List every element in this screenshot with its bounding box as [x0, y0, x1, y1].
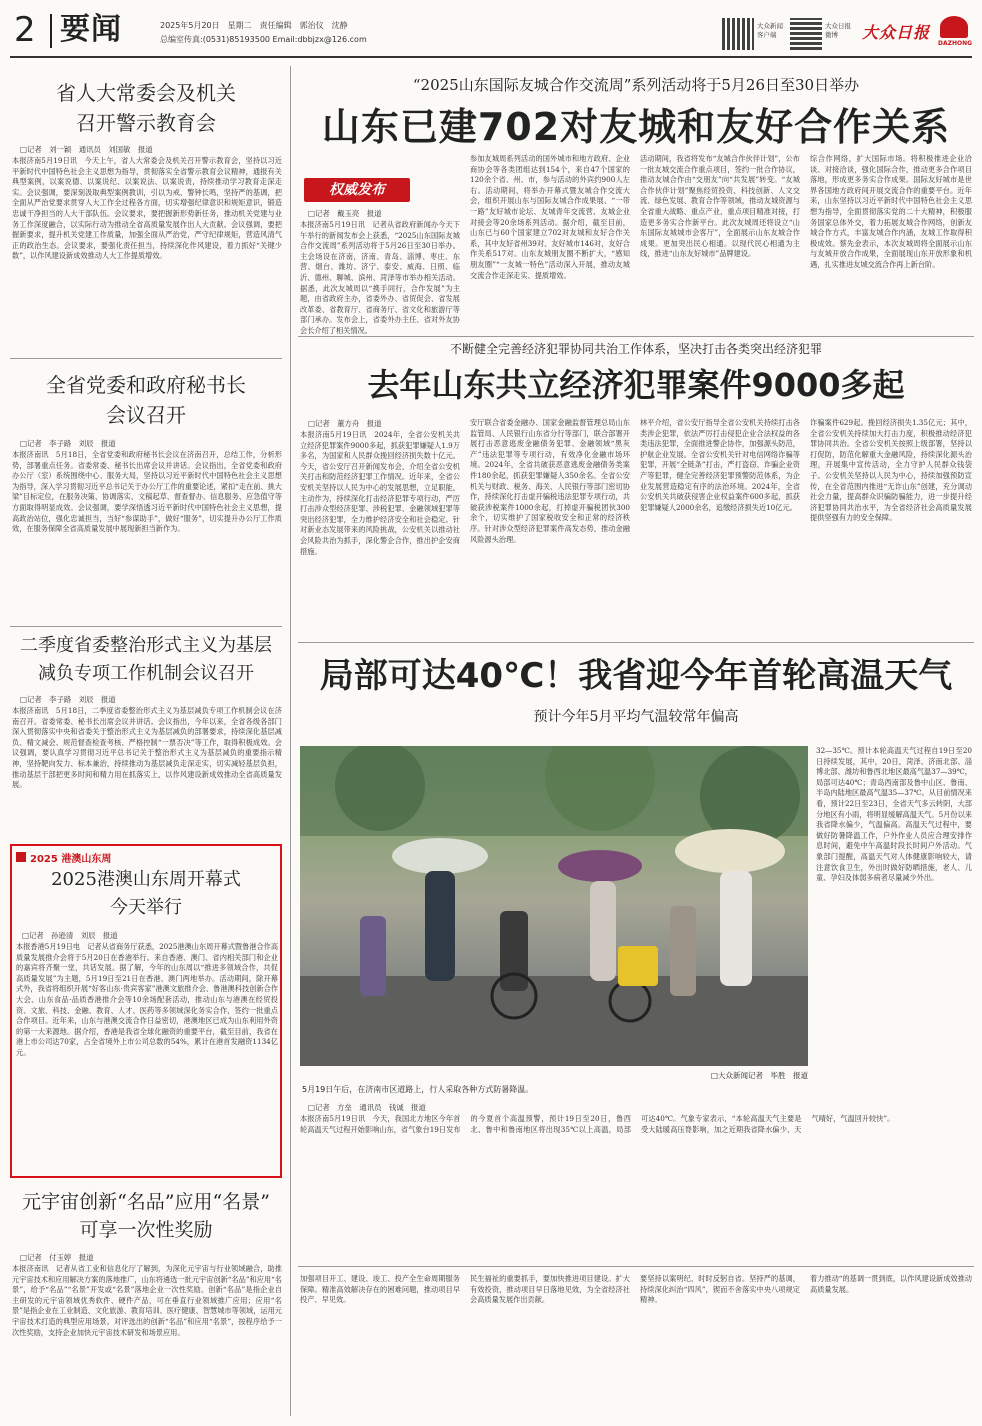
page-number: 2	[14, 10, 36, 50]
qr-code-weibo[interactable]	[790, 18, 822, 50]
article-title-line1: 全省党委和政府秘书长	[46, 373, 246, 397]
heat-headline: 局部可达40℃！我省迎今年首轮高温天气	[319, 656, 953, 696]
article-npc-warning-education	[10, 64, 282, 356]
divider	[298, 336, 974, 337]
qr-code-app-label: 大众新闻客户端	[757, 22, 783, 39]
photo-credit: □大众新闻记者 毕胜 报道	[710, 1071, 808, 1080]
lead-col-2: 参加友城周系列活动的国外城市和地方政府、企业商协会等各类团组达到154个，来自47个国家的120余个省、州、市，参与活动的外宾约900人左右。活动期间，将举办开幕式暨友城合作交流大会，组织开展山东与国际友城合作成果展、“一带一路”友好城市论坛、友城青年交流营、友城企业对接会等20余场系列活动。据介绍，截至目前，山东已与60个国家建立702对友城和友好合作关系，其中友好省州39对、友好城市146对，友好合作关系517对。山东友城朋友圈不断扩大，“感知朋友圈”“一友城一特色”活动深入开展，推动友城交流合作走深走实、提质增效。	[470, 154, 630, 280]
heat-right-col: 32—35℃。预计本轮高温天气过程自19日至20日持续发展，其中，20日，菏泽、济南北部、淄博北部、潍坊和鲁西北地区最高气温37—39℃，局部可达40℃；青岛西南部及鲁中山区、鲁南、半岛内陆地区最高气温35—37℃。从目前情况来看，预计22日至23日，全省天气多云转阴，大部分地区有小雨，将明显缓解高温天气。5月份以来我省降水偏少，气温偏高。高温天气过程中，要做好防暑降温工作，户外作业人员应合理安排作息时间，避免中午高温时段长时间户外活动。气象部门提醒，高温天气对人体健康影响较大，请注意饮食卫生，外出时做好防晒措施，老人、儿童、孕妇及体弱多病者尽量减少外出。	[816, 746, 972, 883]
article-title-line1: 二季度省委整治形式主义为基层	[20, 635, 272, 656]
article-body: 本报香港5月19日电 记者从省商务厅获悉，2025港澳山东周开幕式暨鲁港合作高质量发展推介会将于5月20日在香港举行。来自香港、澳门、省内相关部门和企业的嘉宾将齐聚一堂，共话发展。据了解，今年的山东周以“推进多领域合作，共促高质量发展”为主题，5月19日至21日在香港、澳门两地举办。活动期间，除开幕式外，我省将组织开展“好客山东·贵宾客家”港澳文旅推介会、鲁港澳科技创新合作大会、山东食品·品质香港推介会等10余场配套活动，推动山东与港澳在经贸投资、文旅、科技、金融、教育、人才、医药等多领域深化务实合作，签约一批重点合作项目。近年来，山东与港澳交流合作日益密切，港澳地区已成为山东利用外资的第一大来源地。据介绍，香港是我省全球化融资的重要平台，截至目前，我省在港上市公司达70家，占全省境外上市公司总数的54%，累计在港首发融资1134亿元。	[16, 942, 278, 1057]
divider	[10, 358, 282, 359]
lead-article-sister-cities	[298, 62, 974, 334]
article-byline: □记者 李子路 刘辰 报道	[20, 439, 116, 448]
article-title-line2: 减负专项工作机制会议召开	[38, 663, 254, 684]
kicker-badge-icon	[16, 852, 26, 862]
crime-col-1: 本报济南5月19日讯 2024年，全省公安机关共立经济犯罪案件9000多起，抓获犯罪嫌疑人1.9万多名，为国家和人民群众挽回经济损失数十亿元。今天，省公安厅召开新闻发布会，介绍全省公安机关打击和防范经济犯罪工作情况。近年来，全省公安机关坚持以人民为中心的发展思想，立足职能，主动作为，持续深化打击经济犯罪专项行动，严厉打击涉众型经济犯罪、涉税犯罪、金融领域犯罪等突出经济犯罪，全力维护经济安全和社会稳定。针对新业态发展带来的风险挑战，公安机关以推动社会风险共治为抓手，深化警企合作，推出护企安商措施。	[300, 430, 460, 556]
article-byline: □记者 付玉婷 报道	[20, 1253, 94, 1262]
heat-bottom-text: 本报济南5月19日讯 今天，我国北方地区今年首轮高温天气过程开始影响山东，省气象台19日发布的今夏首个高温预警，预计19日至20日，鲁西北、鲁中和鲁南地区将出现35℃以上高温，局部可达40℃。气象专家表示，“本轮高温天气主要是受大陆暖高压脊影响，加之近期我省降水偏少、天气晴好，气温回升较快”。	[300, 1114, 895, 1134]
masthead	[0, 0, 982, 56]
authoritative-release-badge: 权威发布	[304, 178, 410, 202]
masthead-divider	[50, 14, 52, 48]
photo-caption: 5月19日午后，在济南市区道路上，行人采取各种方式防暑降温。	[302, 1085, 534, 1094]
article-economic-crime	[298, 338, 974, 638]
lead-byline: □记者 戴玉亮 报道	[308, 209, 382, 218]
heat-byline: □记者 方垒 通讯员 钱诚 报道	[308, 1103, 426, 1112]
article-title-line2: 召开警示教育会	[76, 111, 216, 135]
continued-col-4: 着力推动“的基调一贯到底，以作风建设新成效推动高质量发展。	[810, 1274, 972, 1294]
lead-col-4: 综合作网络，扩大国际市场。将积极推进企业洽谈、对接洽谈，强化国际合作，推动更多合作项目落地，形成更多务实合作成果。国际友好城市是世界各国地方政府间开展交流合作的重要平台。近年来，山东坚持以习近平新时代中国特色社会主义思想为指导，全面贯彻落实党的二十大精神，积极服务国家总体外交，着力拓展友城合作网络，创新友城合作方式，丰富友城合作内涵，友城工作取得积极成效。蔡先金表示，本次友城周将全面展示山东与友城开放合作成果，全面展现山东开放形象和机遇，扎实推进友城交流合作再上新台阶。	[810, 154, 972, 269]
street-scene-illustration	[300, 746, 808, 1066]
article-body: 本报济南讯 5月18日，二季度省委整治形式主义为基层减负专项工作机制会议在济南召开。省委常委、秘书长出席会议并讲话。会议指出，今年以来，全省各级各部门深入贯彻落实中央和省委关于整治形式主义为基层减负的部署要求，持续深化基层减负、精文减会、规范督查检查考核、严格控制“一票否决”等工作，取得积极成效。会议强调，要认真学习贯彻习近平总书记关于整治形式主义为基层减负的重要指示精神，坚持靶向发力、标本兼治，持续推动为基层减负走深走实，切实减轻基层负担，推动基层干部把更多时间和精力用在抓落实上，以作风建设新成效推动全省高质量发展。	[12, 706, 282, 790]
masthead-rule	[10, 56, 972, 58]
article-secretary-general-meeting	[10, 362, 282, 624]
lead-kicker: “2025山东国际友城合作交流周”系列活动将于5月26日至30日举办	[412, 76, 860, 94]
lead-headline: 山东已建702对友城和友好合作关系	[321, 105, 951, 149]
newspaper-logo: 大众日报	[862, 23, 931, 42]
crime-col-4: 诈骗案件629起。挽回经济损失1.35亿元；其中，全省公安机关持续加大打击力度，积极推动经济犯罪协同共治。全省公安机关按照上级部署，坚持以打促防，防范化解重大金融风险，持续深化源头治理，开展集中宣传活动，全力守护人民群众钱袋子。公安机关坚持以人民为中心，持续加强预防宣传，在全省范围内推进“无诈山东”创建，充分调动社会力量，提高群众识骗防骗能力，进一步提升经济犯罪协同共治水平，为全省经济社会高质量发展提供坚强有力的安全保障。	[810, 418, 972, 523]
article-title-line2: 可享一次性奖励	[79, 1219, 213, 1241]
continued-col-2: 民生福祉的重要抓手，要加快推进项目建设。扩大有效投资，推动项目早日落地见效，为全省经济社会高质量发展作出贡献。	[470, 1274, 630, 1305]
continued-col-3: 要坚持以案明纪、时时反躬自省。坚持严的基调，持续深化纠治“四风”，锲而不舍落实中央八项规定精神。	[640, 1274, 800, 1305]
crime-col-3: 林平介绍，省公安厅指导全省公安机关持续打击各类涉企犯罪，依法严厉打击侵犯企业合法权益的各类违法犯罪，全面推进警企协作，加强源头防范，护航企业发展。全省公安机关针对电信网络诈骗等犯罪，开展“全链条”打击，严打盗窃、诈骗企业资产等犯罪，健全完善经济犯罪预警防范体系，为企业发展营造稳定有序的法治环境。2024年，全省公安机关共破获侵害企业权益案件600多起，抓获犯罪嫌疑人2000余名，追缴经济损失近10亿元。	[640, 418, 800, 512]
continued-col-1: 加强项目开工、建设、竣工、投产全生命周期服务保障。精准高效解决存在的困难问题，推动项目早投产、早见效。	[300, 1274, 460, 1305]
article-body: 本报济南5月19日讯 今天上午，省人大常委会及机关召开警示教育会，坚持以习近平新时代中国特色社会主义思想为指导，贯彻落实全省警示教育会议精神，通报有关典型案例，以案说德、以案说纪、以案说法、以案说责，持续推动学习教育走深走实。会议强调，要深刻汲取典型案例教训，引以为戒、警钟长鸣，坚持严的基调，把全面从严治党要求贯穿人大工作全过程各方面，切实增强纪律意识和规矩意识，锻造忠诚干净担当的人大干部队伍。会议要求，要把握新形势新任务，推动机关党建与业务工作深度融合，以实际行动为推动全省高质量发展作出人大贡献。会议强调，要把握新要求，提升机关党建工作质量，加强全面从严治党，严守纪律规矩，营造风清气正的政治生态。会议要求，要强化责任担当，持续深化作风建设，着力抓好“关键少数”，以作风建设新成效推动人大工作提质增效。	[12, 156, 282, 261]
qr-code-weibo-label: 大众日报微博	[825, 22, 851, 39]
section-kicker: 2025 港澳山东周	[30, 854, 112, 865]
logo-emblem-icon	[940, 16, 968, 38]
article-byline: □记者 刘一颖 通讯员 刘国敏 报道	[20, 145, 153, 154]
lead-col-1: 本报济南5月19日讯 记者从省政府新闻办今天下午举行的新闻发布会上获悉，“2025山东国际友城合作交流周”系列活动将于5月26日至30日举办。主会场设在济南，济南、青岛、淄博、枣庄、东营、烟台、潍坊、济宁、泰安、威海、日照、临沂、德州、聊城、滨州、菏泽等市举办相关活动。据悉，此次友城周以“携手同行，合作发展”为主题，由省政府主办，省委外办、省贸促会、省发展改革委、省教育厅、省商务厅、省文化和旅游厅等部门承办。发布会上，省委外办主任、省对外友协会长介绍了相关情况。	[300, 220, 460, 335]
divider	[298, 642, 974, 643]
article-heat-wave	[298, 646, 974, 1266]
logo-english: DAZHONG	[938, 40, 973, 47]
date-line: 2025年5月20日 星期二 责任编辑 郭治仪 沈静	[160, 21, 348, 30]
article-title-line1: 2025港澳山东周开幕式	[51, 869, 241, 890]
divider	[10, 626, 282, 627]
left-column-divider	[290, 66, 291, 1416]
article-body: 本报济南讯 5月18日，全省党委和政府秘书长会议在济南召开，总结工作，分析形势，部署重点任务。省委常委、秘书长出席会议并讲话。会议指出，全省党委和政府办公厅（室）系统围绕中心、服务大局，坚持以习近平新时代中国特色社会主义思想为指导，深入学习贯彻习近平总书记关于办公厅工作的重要论述，紧扣“走在前、挑大梁”目标定位，在服务决策、协调落实、文稿起草、督查督办、信息服务、应急值守等方面取得明显成效。会议强调，要学深悟透习近平新时代中国特色社会主义思想，提高政治站位，强化忠诚担当，当好“参谋助手”，做好“服务”，切实提升办公厅工作质效，在服务保障全省高质量发展中展现新担当新作为。	[12, 450, 282, 534]
article-byline: □记者 孙逊清 刘辰 报道	[22, 931, 118, 940]
article-hk-macao-shandong-week	[10, 844, 282, 1178]
continued-stories	[298, 1270, 974, 1420]
crime-byline: □记者 董方舟 报道	[308, 419, 382, 428]
article-formalism-reduction-meeting	[10, 628, 282, 836]
contact-line: 总编室传真:(0531)85193500 Email:dbbjzx@126.com	[160, 35, 367, 44]
article-title-line2: 今天举行	[110, 897, 182, 918]
article-title-line1: 元宇宙创新“名品”应用“名景”	[22, 1191, 270, 1213]
divider	[298, 1266, 974, 1267]
article-byline: □记者 李子路 刘辰 报道	[20, 695, 116, 704]
crime-kicker: 不断健全完善经济犯罪协同共治工作体系，坚决打击各类突出经济犯罪	[449, 342, 822, 356]
article-title-line1: 省人大常委会及机关	[56, 81, 236, 105]
crime-headline: 去年山东共立经济犯罪案件9000多起	[367, 366, 905, 404]
lead-col-3: 活动期间，我省将发布“友城合作伙伴计划”，公布一批友城交流合作重点项目，签约一批合作协议，推动友城合作由“交朋友”向“共发展”转变。“友城合作伙伴计划”聚焦经贸投资、科技创新、人文交流、绿色发展、教育合作等领域，推动友城资源与全省重大战略、重点产业、重点项目精准对接，打造更多务实合作新平台。此次友城周还将设立“山东国际友城城市会客厅”，全面展示山东友城合作成果。更加突出民心相通。以现代民心相通为主线，推进“山东友好城市”品牌建设。	[640, 154, 800, 259]
section-title: 要闻	[60, 12, 122, 47]
article-metaverse-rewards	[10, 1180, 282, 1420]
article-title-line2: 会议召开	[106, 403, 186, 427]
qr-code-app[interactable]	[722, 18, 754, 50]
heat-subhead: 预计今年5月平均气温较常年偏高	[533, 709, 739, 725]
heat-photo	[300, 746, 808, 1066]
crime-col-2: 安厅联合省委金融办、国家金融监督管理总局山东监管局、人民银行山东省分行等部门，联合部署开展打击恶意逃废金融债务犯罪、金融领域“黑灰产”违法犯罪等专项行动，有效净化金融市场环境。2024年，全省共破获恶意逃废金融债务类案件180余起，抓获犯罪嫌疑人350余名。全省公安机关与财政、税务、海关、人民银行等部门密切协作，持续深化打击虚开骗税违法犯罪专项行动，共破获涉税案件1000余起，打掉虚开骗税团伙300余个，切实维护了国家税收安全和正常的经济秩序。针对涉众型经济犯罪案件高发态势，推动金融风险源头治理。	[470, 418, 630, 544]
article-body: 本报济南讯 记者从省工业和信息化厅了解到，为深化元宇宙与行业领域融合，助推元宇宙技术和应用解决方案的落地推广，山东将遴选一批元宇宙创新“名品”和应用“名景”，给予“名品”“名景”开发或“名景”落地企业一次性奖励。创新“名品”是指企业自主研发的元宇宙领域优秀软件、硬件产品，可在垂直行业领域推广应用；应用“名景”是指企业在工业制造、文化旅游、教育培训、医疗健康、智慧城市等领域，运用元宇宙技术打造的典型应用场景。对评选出的创新“名品”和应用“名景”，按程序给予一次性奖励，支持企业加快元宇宙技术研发和场景应用。	[12, 1264, 282, 1337]
